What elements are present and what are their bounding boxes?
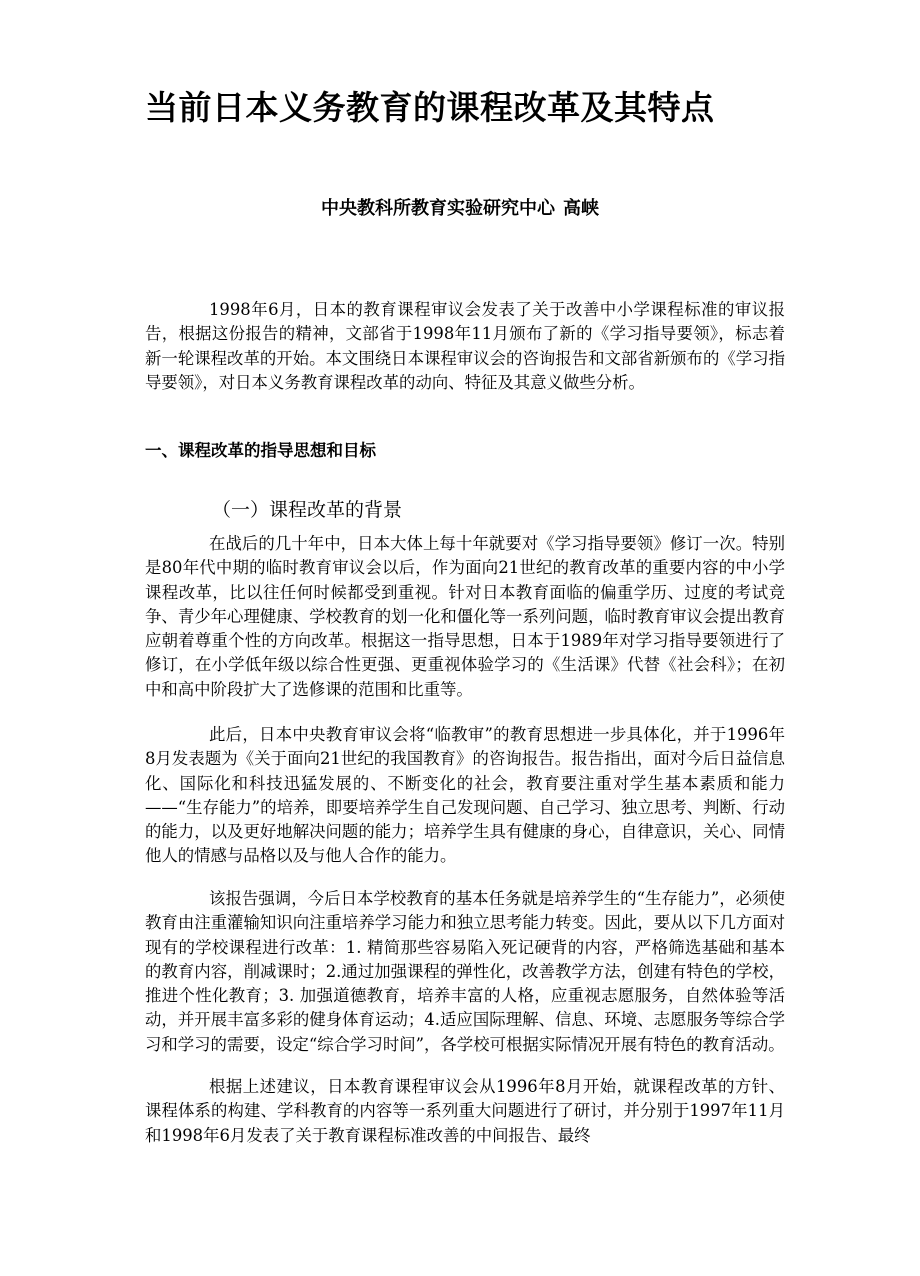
body-paragraph: 该报告强调，今后日本学校教育的基本任务就是培养学生的“生存能力”，必须使教育由注重灌输知识向注重培养学习能力和独立思考能力转变。因此，要从以下几方面对现有的学校课程进行改革：1. 精简那些容易陷入死记硬背的内容，严格筛选基础和基本的教育内容，削减课时；2.通过加强课程的弹性化，改善教学方法，创建有特色的学校，推进个性化教育；3. 加强道德教育，培养丰富的人格，应重视志愿服务，自然体验等活动，并开展丰富多彩的健身体育运动；4.适应国际理解、信息、环境、志愿服务等综合学习和学习的需要，设定“综合学习时间”，各学校可根据实际情况开展有特色的教育活动。	[145, 889, 785, 1054]
author-name: 高峡	[563, 198, 599, 219]
body-paragraph: 在战后的几十年中，日本大体上每十年就要对《学习指导要领》修订一次。特别是80年代中期的临时教育审议会以后，作为面向21世纪的教育改革的重要内容的中小学课程改革，比以往任何时候都受到重视。针对日本教育面临的偏重学历、过度的考试竞争、青少年心理健康、学校教育的划一化和僵化等一系列问题，临时教育审议会提出教育应朝着尊重个性的方向改革。根据这一指导思想，日本于1989年对学习指导要领进行了修订，在小学低年级以综合性更强、更重视体验学习的《生活课》代替《社会科》；在初中和高中阶段扩大了选修课的范围和比重等。	[145, 534, 785, 699]
body-paragraph: 根据上述建议，日本教育课程审议会从1996年8月开始，就课程改革的方针、课程体系的构建、学科教育的内容等一系列重大问题进行了研讨，并分别于1997年11月和1998年6月发表了关于教育课程标准改善的中间报告、最终	[145, 1077, 785, 1145]
subsection-heading: （一）课程改革的背景	[212, 499, 403, 521]
page-title: 当前日本义务教育的课程改革及其特点	[145, 88, 715, 127]
intro-paragraph: 1998年6月，日本的教育课程审议会发表了关于改善中小学课程标准的审议报告，根据这份报告的精神，文部省于1998年11月颁布了新的《学习指导要领》，标志着新一轮课程改革的开始。本文围绕日本课程审议会的咨询报告和文部省新颁布的《学习指导要领》，对日本义务教育课程改革的动向、特征及其意义做些分析。	[145, 300, 785, 392]
body-paragraph: 此后，日本中央教育审议会将“临教审”的教育思想进一步具体化，并于1996年8月发表题为《关于面向21世纪的我国教育》的咨询报告。报告指出，面对今后日益信息化、国际化和科技迅猛发展的、不断变化的社会，教育要注重对学生基本素质和能力——“生存能力”的培养，即要培养学生自己发现问题、自己学习、独立思考、判断、行动的能力，以及更好地解决问题的能力；培养学生具有健康的身心，自律意识，关心、同情他人的情感与品格以及与他人合作的能力。	[145, 725, 785, 866]
section-heading: 一、课程改革的指导思想和目标	[145, 441, 376, 460]
author-line	[0, 196, 920, 222]
author-organization: 中央教科所教育实验研究中心	[321, 198, 555, 219]
